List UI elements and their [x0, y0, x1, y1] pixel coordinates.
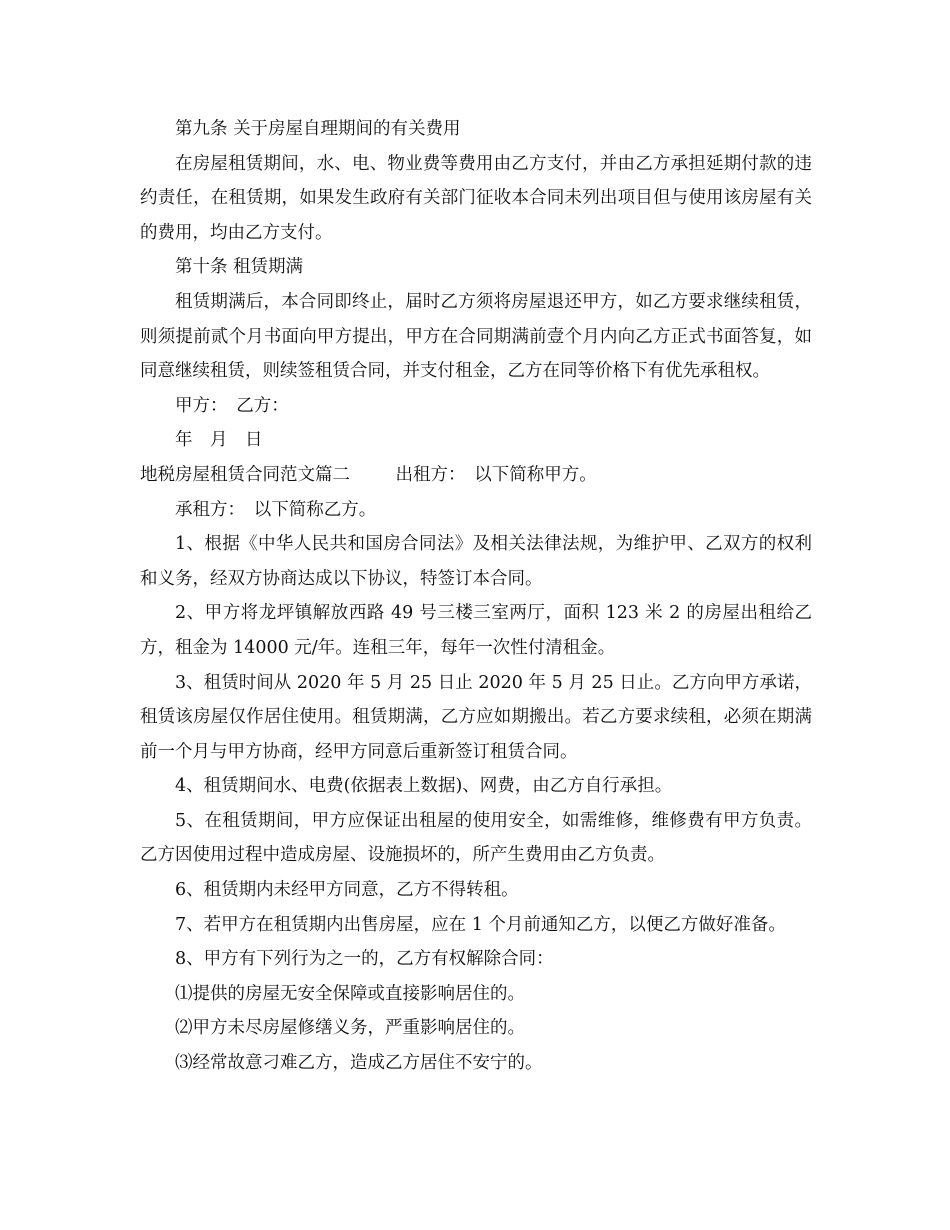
clause-8-item-3: ⑶经常故意刁难乙方，造成乙方居住不安宁的。 [175, 1053, 543, 1074]
document-body [140, 112, 812, 1081]
clause-8-item-2: ⑵甲方未尽房屋修缮义务，严重影响居住的。 [175, 1018, 525, 1039]
clause-2: 2、甲方将龙坪镇解放西路 49 号三楼三室两厅，面积 123 米 2 的房屋出租给乙方，租金为 14000 元/年。连租三年，每年一次性付清租金。 [140, 603, 812, 658]
contract-heading-line [140, 458, 812, 493]
date-line: 年 月 日 [175, 430, 263, 451]
clause-8: 8、甲方有下列行为之一的，乙方有权解除合同： [175, 949, 554, 970]
clause-6: 6、租赁期内未经甲方同意，乙方不得转租。 [175, 880, 519, 901]
clause-3: 3、租赁时间从 2020 年 5 月 25 日止 2020 年 5 月 25 日止。乙方向甲方承诺，租赁该房屋仅作居住使用。租赁期满，乙方应如期搬出。若乙方要求续租，必须在期满前一个月与甲方协商，经甲方同意后重新签订租赁合同。 [140, 672, 812, 762]
article-10-title: 第十条 租赁期满 [175, 257, 304, 278]
clause-7: 7、若甲方在租赁期内出售房屋，应在 1 个月前通知乙方，以便乙方做好准备。 [175, 914, 786, 935]
article-9-body: 在房屋租赁期间，水、电、物业费等费用由乙方支付，并由乙方承担延期付款的违约责任，在租赁期，如果发生政府有关部门征收本合同未列出项目但与使用该房屋有关的费用，均由乙方支付。 [140, 153, 812, 243]
clause-8-item-1: ⑴提供的房屋无安全保障或直接影响居住的。 [175, 983, 525, 1004]
lessor-line: 出租方： 以下简称甲方。 [395, 464, 597, 485]
contract-title: 地税房屋租赁合同范文篇二 [140, 464, 350, 485]
clause-4: 4、租赁期间水、电费(依据表上数据)、网费，由乙方自行承担。 [175, 776, 673, 797]
clause-5: 5、在租赁期间，甲方应保证出租屋的使用安全，如需维修，维修费有甲方负责。乙方因使用过程中造成房屋、设施损坏的，所产生费用由乙方负责。 [140, 810, 812, 866]
signature-line: 甲方： 乙方： [175, 395, 289, 416]
clause-1: 1、根据《中华人民共和国房合同法》及相关法律法规，为维护甲、乙双方的权利和义务，经双方协商达成以下协议，特签订本合同。 [140, 534, 812, 589]
lessee-line: 承租方： 以下简称乙方。 [175, 499, 377, 520]
article-9-title: 第九条 关于房屋自理期间的有关费用 [175, 119, 461, 139]
article-10-body: 租赁期满后，本合同即终止，届时乙方须将房屋退还甲方，如乙方要求继续租赁，则须提前贰个月书面向甲方提出，甲方在合同期满前壹个月内向乙方正式书面答复，如同意继续租赁，则续签租赁合同，并支付租金，乙方在同等价格下有优先承租权。 [140, 291, 812, 382]
